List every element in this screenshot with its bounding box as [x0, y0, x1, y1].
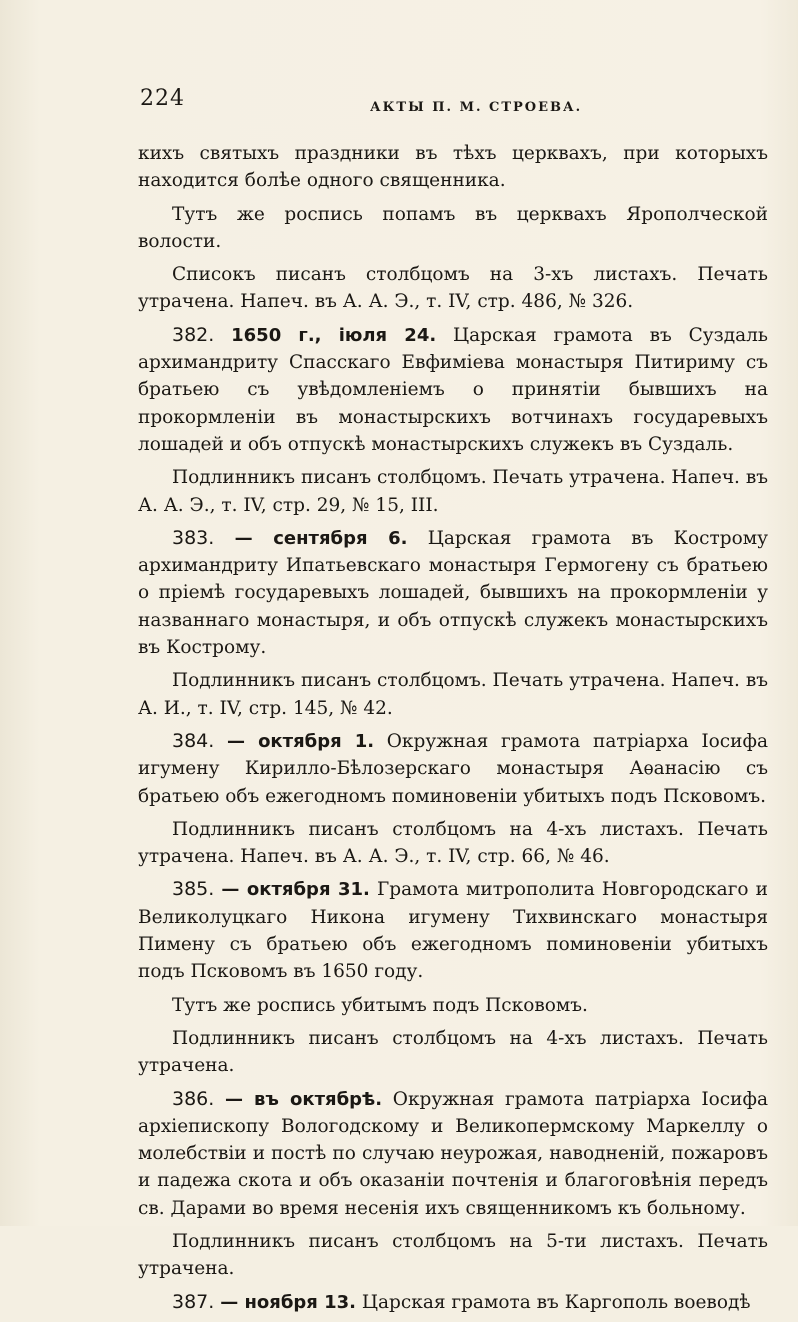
entry-note: Тутъ же роспись убитымъ подъ Псковомъ.	[172, 994, 588, 1016]
entry-note: Подлинникъ писанъ столбцомъ. Печать утрачена. Напеч. въ А. А. Э., т. IV, стр. 29, № 15, III.	[138, 467, 769, 516]
entry-text: Царская грамота въ Суздаль архимандриту Спасскаго Евфиміева монастыря Питириму съ братьею съ увѣдомленіемъ о принятіи бывшихъ на прокормленіи въ монастырскихъ вотчинахъ государевыхъ лошадей и объ отпускѣ монастырскихъ служекъ въ Суздаль.	[138, 324, 768, 455]
entry-date: — октября 31.	[221, 879, 370, 901]
entry-number: 384.	[172, 729, 215, 752]
entry-385	[138, 876, 768, 985]
entry-number: 382.	[172, 323, 215, 346]
entry-date: 1650 г., іюля 24.	[231, 324, 437, 346]
entry-382	[138, 322, 768, 458]
entry-number: 385.	[172, 878, 215, 901]
entry-383	[138, 525, 768, 661]
entry-387	[138, 1289, 768, 1316]
entry-text: Окружная грамота патріарха Іосифа архіепископу Вологодскому и Великопермскому Маркеллу о молебствіи и постѣ по случаю неурожая, наводненій, пожаровъ и падежа скота и объ оказаніи почтенія и благоговѣнія передъ св. Дарами во время несенія ихъ священникомъ къ больному.	[138, 1088, 768, 1219]
entry-note: Подлинникъ писанъ столбцомъ на 5-ти листахъ. Печать утрачена.	[138, 1230, 768, 1280]
body-text	[138, 140, 768, 1322]
paragraph: Тутъ же роспись попамъ въ церквахъ Ярополческой волости.	[138, 203, 768, 252]
entry-text: Окружная грамота патріарха Іосифа игумену Кирилло-Бѣлозерскаго монастыря Аѳанасію съ братьею объ ежегодномъ поминовеніи убитыхъ подъ Псковомъ.	[138, 730, 768, 807]
entry-note: Подлинникъ писанъ столбцомъ. Печать утрачена. Напеч. въ А. И., т. IV, стр. 145, № 42.	[138, 670, 769, 719]
page-header	[140, 86, 780, 126]
entry-number: 386.	[172, 1087, 215, 1110]
paragraph: Списокъ писанъ столбцомъ на 3-хъ листахъ. Печать утрачена. Напеч. въ А. А. Э., т. IV, стр. 486, № 326.	[138, 264, 768, 313]
entry-384	[138, 728, 768, 810]
entry-date: — ноября 13.	[220, 1291, 356, 1313]
entry-note: Подлинникъ писанъ столбцомъ на 4-хъ листахъ. Печать утрачена. Напеч. въ А. А. Э., т. IV, стр. 66, № 46.	[138, 818, 768, 868]
entry-date: — сентября 6.	[234, 527, 408, 549]
running-title: АКТЫ П. М. СТРОЕВА.	[370, 100, 583, 115]
entry-text: Грамота митрополита Новгородскаго и Великолуцкаго Никона игумену Тихвинскаго монастыря Пимену съ братьею объ ежегодномъ поминовеніи убитыхъ подъ Псковомъ въ 1650 году.	[138, 879, 768, 983]
entry-note: Подлинникъ писанъ столбцомъ на 4-хъ листахъ. Печать утрачена.	[138, 1027, 768, 1077]
entry-date: — октября 1.	[227, 730, 375, 752]
entry-number: 383.	[172, 526, 215, 549]
entry-text: Царская грамота въ Кострому архимандриту Ипатьевскаго монастыря Гермогену съ братьею о пріемѣ государевыхъ лошадей, бывшихъ на прокормленіи у названнаго монастыря, и объ отпускѣ служекъ монастырскихъ въ Кострому.	[138, 527, 768, 659]
entry-date: — въ октябрѣ.	[224, 1088, 383, 1110]
page-number: 224	[140, 86, 185, 111]
entry-386	[138, 1086, 768, 1222]
entry-number: 387.	[172, 1290, 215, 1313]
continued-paragraph: кихъ святыхъ праздники въ тѣхъ церквахъ, при которыхъ находится болѣе одного священника.	[138, 143, 768, 192]
entry-text: Царская грамота въ Каргополь воеводѣ	[361, 1291, 751, 1313]
